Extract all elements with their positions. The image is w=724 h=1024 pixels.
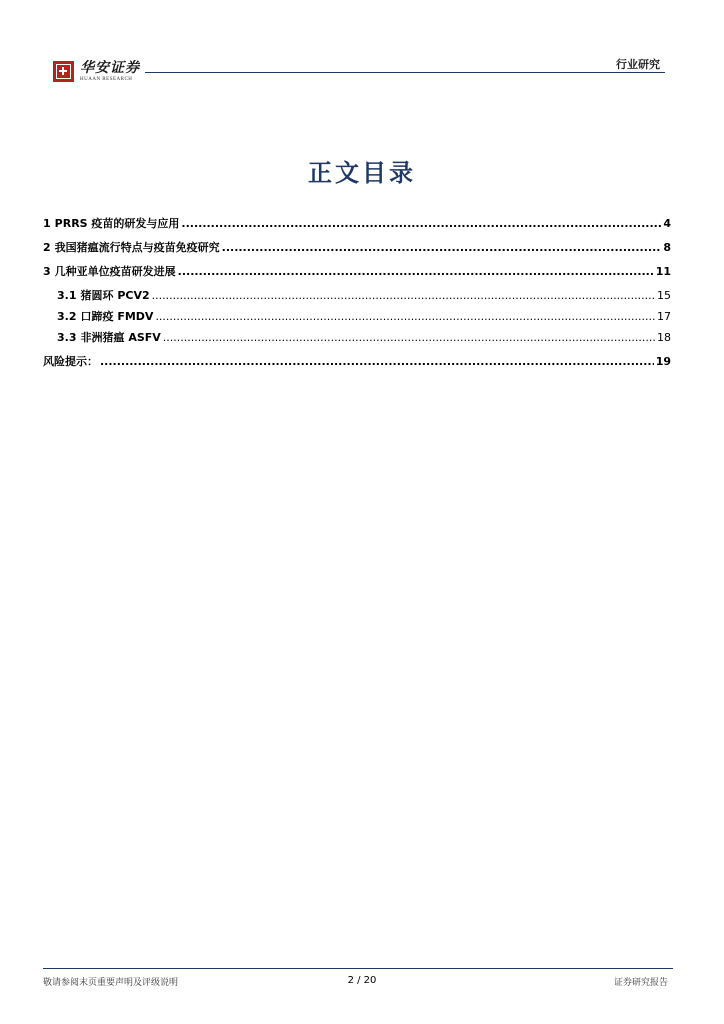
- header-divider: [145, 72, 665, 73]
- toc-entry-label: 猪圆环 PCV2: [80, 289, 150, 302]
- toc-entry-number: 3.2: [57, 310, 77, 323]
- toc-entry-label: 几种亚单位疫苗研发进展: [54, 265, 176, 278]
- toc-entry-label: 非洲猪瘟 ASFV: [80, 331, 161, 344]
- toc-entry-page: 11: [655, 265, 671, 278]
- toc-entry-3[interactable]: [43, 263, 671, 287]
- toc-entry-label: PRRS 疫苗的研发与应用: [54, 217, 180, 230]
- toc-leader-dots: [152, 289, 655, 302]
- toc-entry-page: 15: [657, 289, 671, 302]
- toc-leader-dots: [178, 265, 654, 278]
- toc-entry-2[interactable]: [43, 239, 671, 263]
- toc-entry-3-1[interactable]: [43, 287, 671, 308]
- toc-entry-page: 8: [663, 241, 671, 254]
- logo-english-name: HUAAN RESEARCH: [80, 77, 133, 82]
- seal-icon: [53, 61, 74, 82]
- page-header: [0, 0, 724, 90]
- footer-report-type: 证券研究报告: [613, 978, 668, 988]
- footer-disclaimer: 敬请参阅末页重要声明及评级说明: [43, 978, 179, 988]
- toc-title: 正文目录: [308, 159, 416, 187]
- toc-entry-3-3[interactable]: [43, 329, 671, 350]
- toc-entry-3-2[interactable]: [43, 308, 671, 329]
- toc-entry-label: 口蹄疫 FMDV: [80, 310, 154, 323]
- toc-leader-dots: [155, 310, 655, 323]
- toc-entry-number: 1: [43, 217, 51, 230]
- toc-entry-page: 18: [657, 331, 671, 344]
- company-logo: [53, 60, 140, 83]
- toc-leader-dots: [222, 241, 661, 254]
- toc-entry-number: 3.1: [57, 289, 77, 302]
- toc-entry-risk[interactable]: [43, 353, 671, 377]
- toc-entry-label: 风险提示：: [43, 355, 98, 368]
- toc-entry-label: 我国猪瘟流行特点与疫苗免疫研究: [54, 241, 220, 254]
- logo-chinese-name: 华安证券: [80, 60, 140, 76]
- footer-divider: [43, 968, 673, 969]
- toc-entry-number: 3: [43, 265, 51, 278]
- toc-entry-page: 19: [655, 355, 671, 368]
- page-indicator: 2 / 20: [347, 975, 377, 986]
- toc-entry-1[interactable]: [43, 215, 671, 239]
- toc-entry-number: 3.3: [57, 331, 77, 344]
- toc-leader-dots: [100, 355, 654, 368]
- toc-entry-number: 2: [43, 241, 51, 254]
- toc-entry-page: 17: [657, 310, 671, 323]
- report-category: 行业研究: [616, 58, 660, 71]
- toc-leader-dots: [181, 217, 661, 230]
- toc-leader-dots: [163, 331, 655, 344]
- table-of-contents: [43, 215, 671, 377]
- toc-entry-page: 4: [663, 217, 671, 230]
